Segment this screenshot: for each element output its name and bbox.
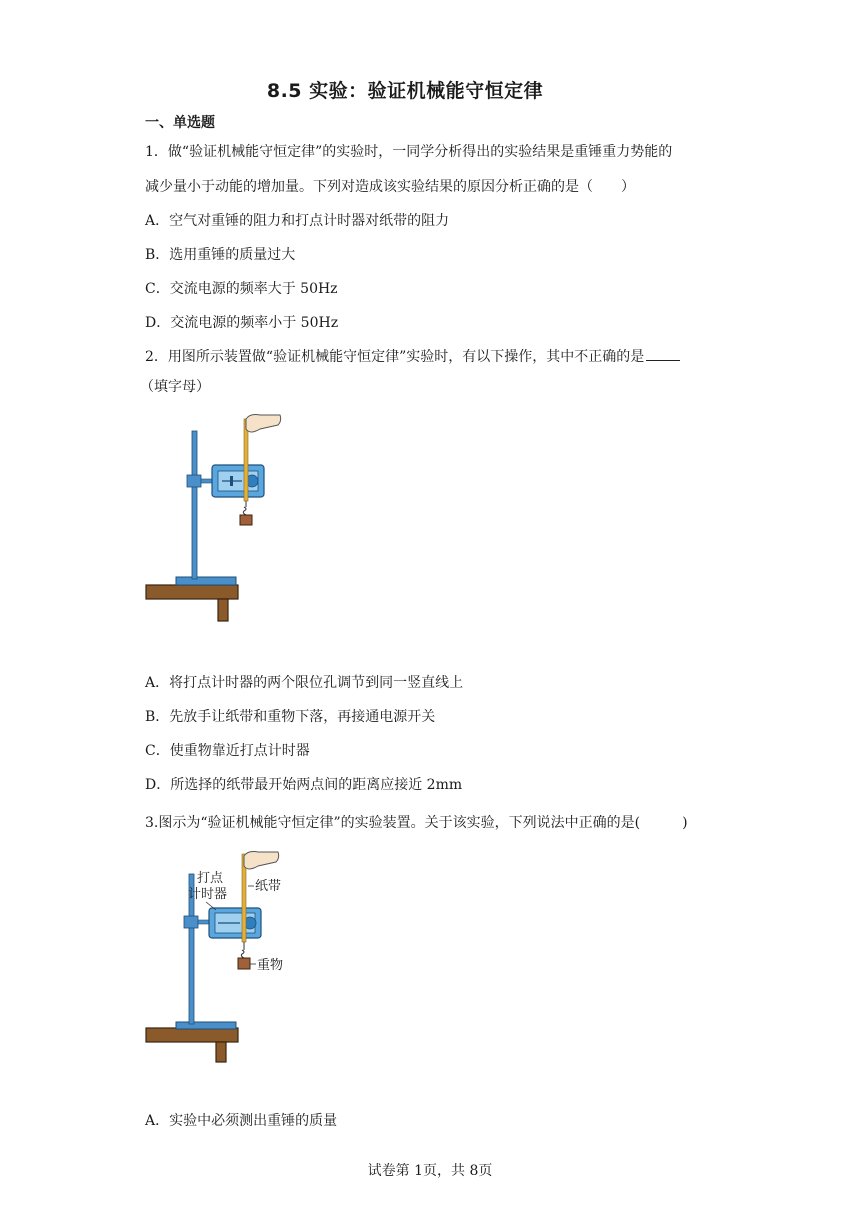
q2-option-a: A．将打点计时器的两个限位孔调节到同一竖直线上 <box>145 675 464 691</box>
q2-stem-line1 <box>145 346 680 366</box>
page-footer: 试卷第 1页，共 8页 <box>367 1163 493 1179</box>
q2-stem-text: 2．用图所示装置做“验证机械能守恒定律”实验时，有以下操作，其中不正确的是 <box>145 349 645 365</box>
section-heading: 一、单选题 <box>145 115 215 131</box>
hand-icon <box>244 852 279 870</box>
clamp-arm <box>201 479 213 483</box>
q3-option-a: A．实验中必须测出重锤的质量 <box>145 1113 338 1129</box>
q1-stem-line2: 减少量小于动能的增加量。下列对造成该实验结果的原因分析正确的是（ ） <box>145 179 635 195</box>
q2-option-d: D．所选择的纸带最开始两点间的距离应接近 2mm <box>145 777 463 793</box>
clamp <box>187 475 201 487</box>
table-top <box>146 1028 238 1042</box>
q1-option-b: B．选用重锤的质量过大 <box>145 247 296 263</box>
label-weight: 重物 <box>257 958 284 973</box>
paper-tape <box>244 419 248 501</box>
q1-option-d: D．交流电源的频率小于 50Hz <box>145 315 339 331</box>
q2-stem-line2: （填字母） <box>140 379 210 395</box>
weight <box>238 958 250 969</box>
answer-blank <box>646 348 680 361</box>
page-title: 8.5 实验：验证机械能守恒定律 <box>266 80 544 102</box>
table-leg <box>216 1042 226 1062</box>
hand-icon <box>246 415 281 433</box>
stand-base <box>176 1022 236 1029</box>
q3-stem: 3.图示为“验证机械能守恒定律”的实验装置。关于该实验，下列说法中正确的是( ) <box>145 815 688 831</box>
label-timer-line1: 打点 <box>197 871 224 886</box>
q1-option-c: C．交流电源的频率大于 50Hz <box>145 281 338 297</box>
q2-option-b: B．先放手让纸带和重物下落，再接通电源开关 <box>145 709 436 725</box>
clamp <box>184 916 198 928</box>
table-top <box>146 585 238 599</box>
apparatus-figure-1 <box>142 405 292 625</box>
q2-option-c: C．使重物靠近打点计时器 <box>145 743 310 759</box>
clamp-arm <box>198 920 210 924</box>
stand-rod <box>192 431 197 579</box>
weight <box>240 515 252 525</box>
stand-base <box>176 577 236 585</box>
table-leg <box>218 599 228 621</box>
q1-option-a: A．空气对重锤的阻力和打点计时器对纸带的阻力 <box>145 213 450 229</box>
q1-stem-line1: 1．做“验证机械能守恒定律”的实验时，一同学分析得出的实验结果是重锤重力势能的 <box>145 144 673 160</box>
label-tape: 纸带 <box>255 879 282 894</box>
label-timer-line2: 计时器 <box>188 887 228 902</box>
apparatus-figure-2 <box>142 844 312 1066</box>
